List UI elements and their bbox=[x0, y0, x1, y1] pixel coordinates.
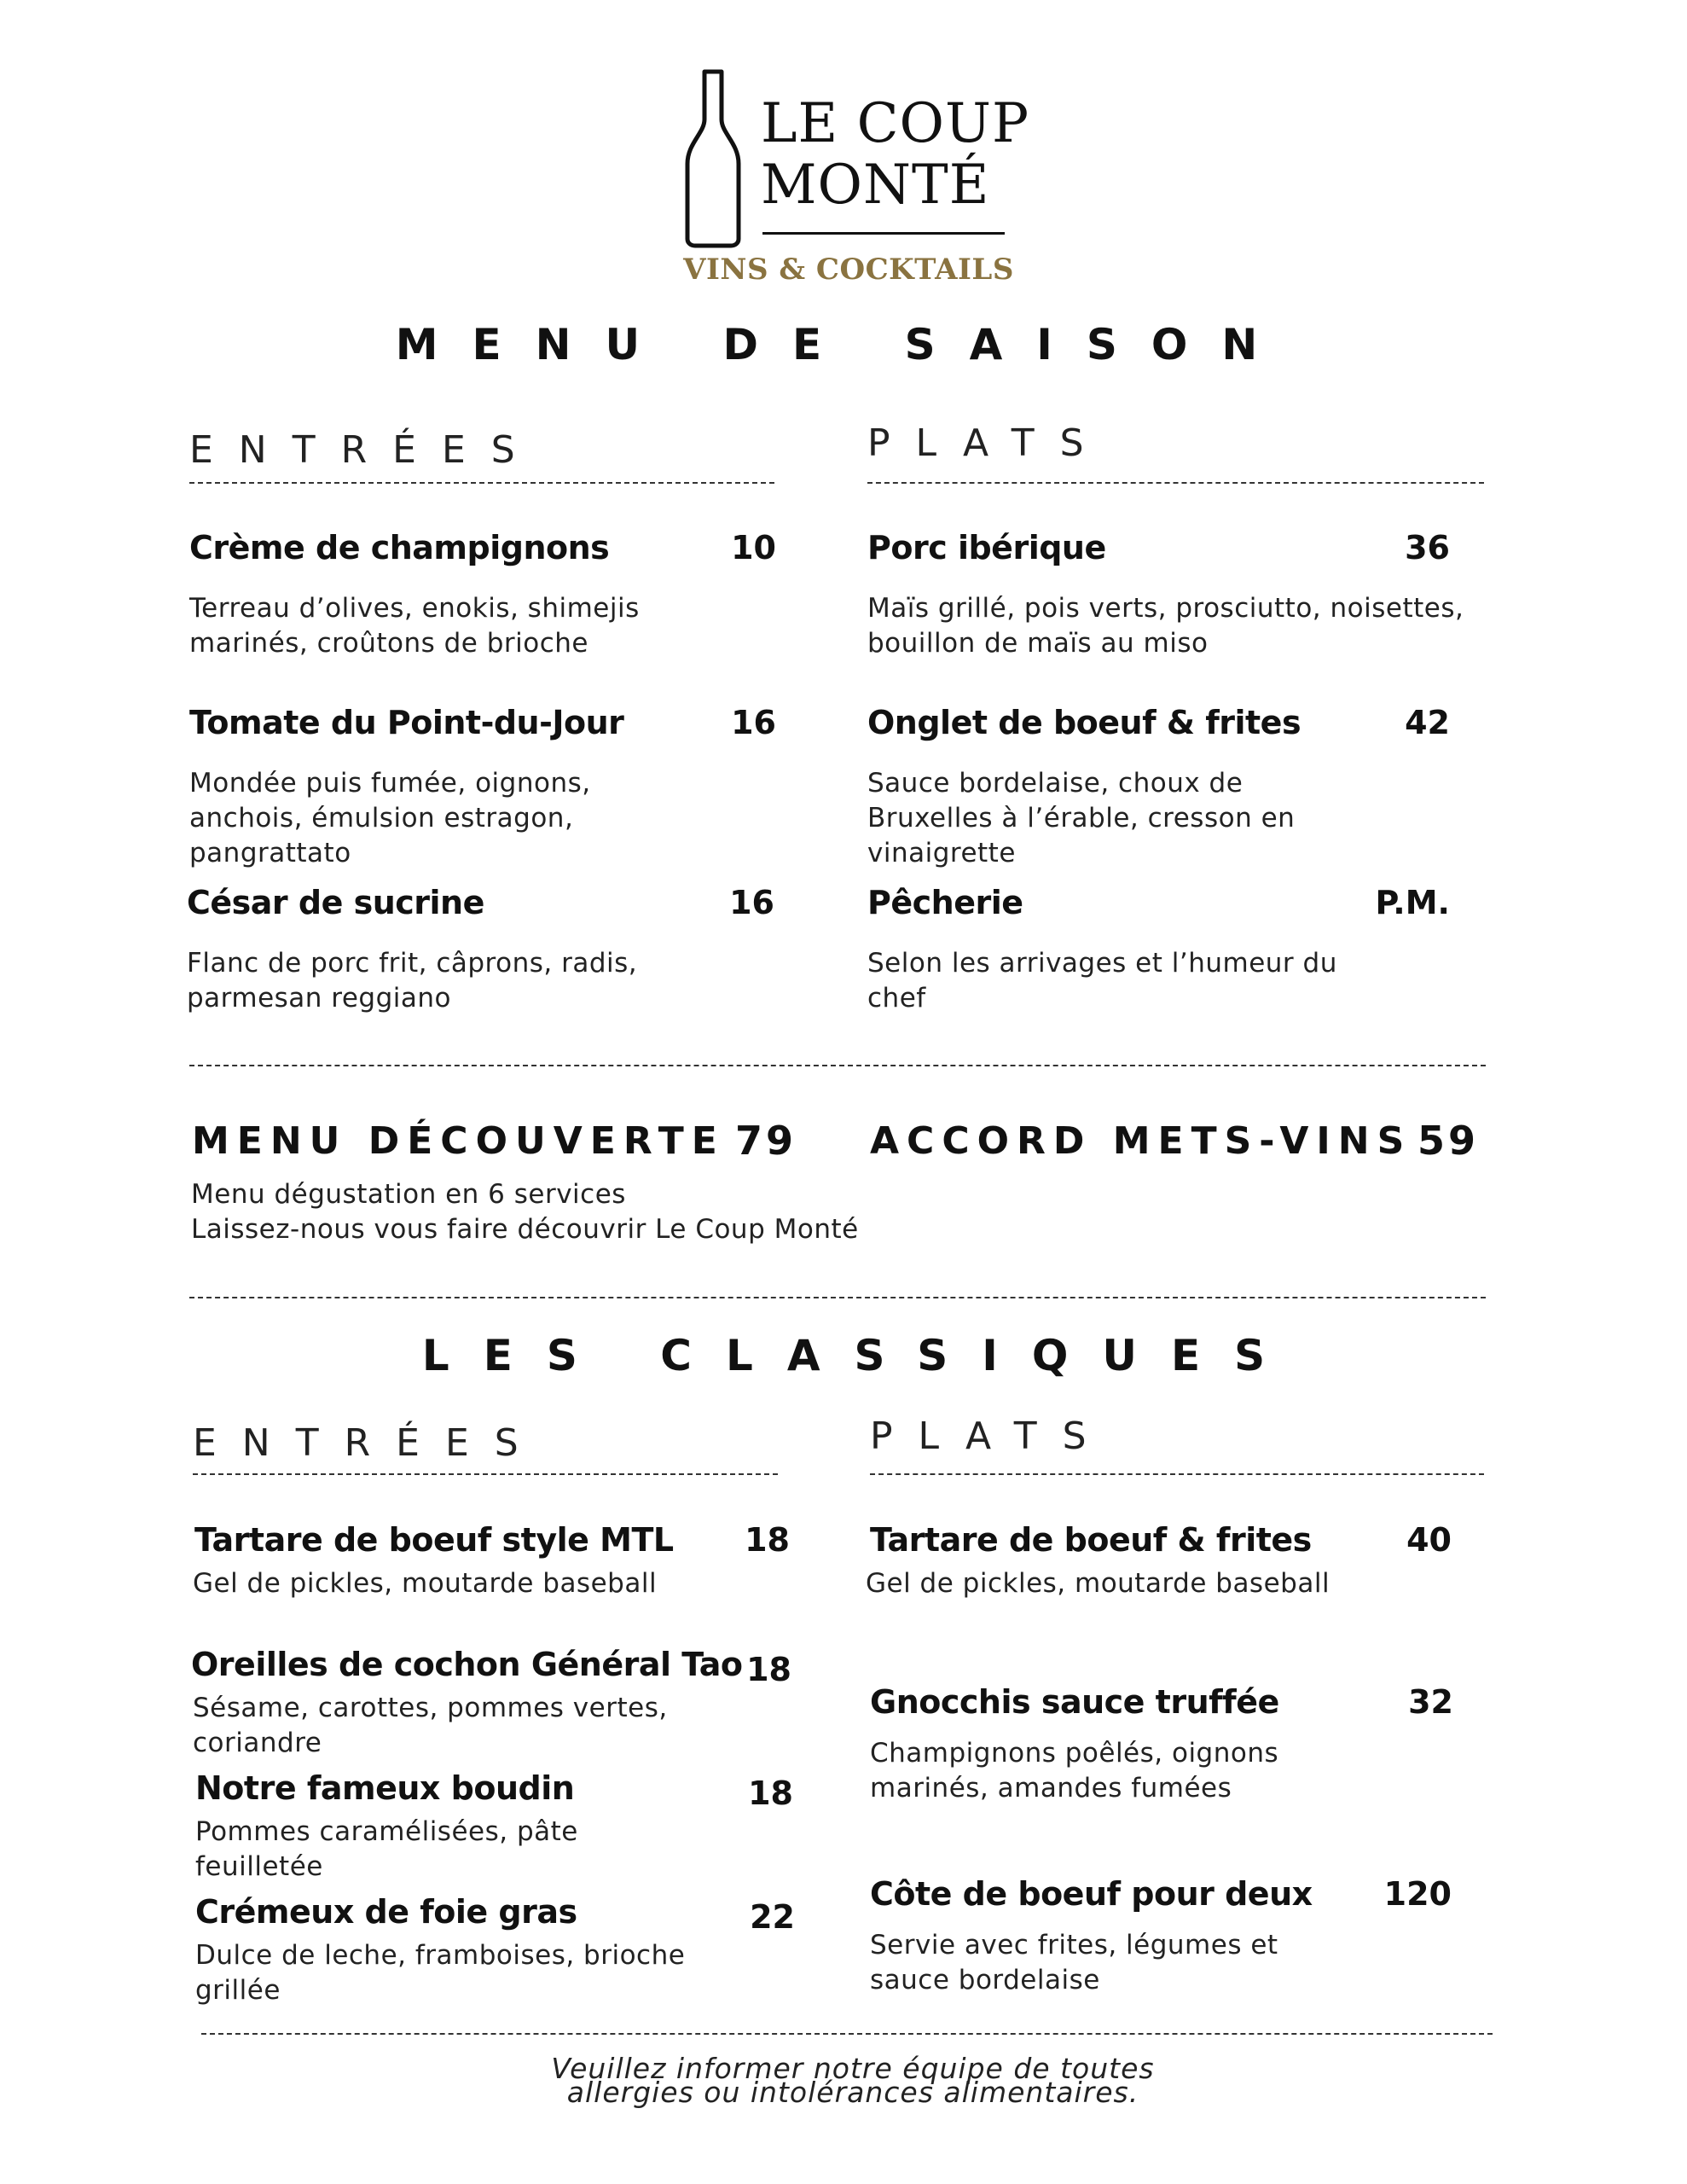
divider bbox=[189, 1065, 1486, 1066]
menu-item-description: Champignons poêlés, oignons marinés, amandes fumées bbox=[870, 1738, 1279, 1804]
menu-item-name: Tartare de boeuf style MTL bbox=[194, 1521, 674, 1559]
discovery-menu-price: 79 bbox=[735, 1118, 797, 1164]
menu-item-name: Crème de champignons bbox=[189, 529, 610, 566]
wine-pairing-price: 59 bbox=[1417, 1118, 1480, 1164]
menu-item-price: 42 bbox=[1405, 704, 1450, 741]
allergy-notice-line1: Veuillez informer notre équipe de toutes bbox=[551, 2052, 1155, 2085]
menu-item-price: 32 bbox=[1408, 1683, 1453, 1721]
menu-item-price: 10 bbox=[731, 529, 776, 566]
menu-item-name: Crémeux de foie gras bbox=[195, 1893, 577, 1931]
allergy-notice-line2: allergies ou intolérances alimentaires. bbox=[566, 2076, 1139, 2109]
menu-item-name: Pêcherie bbox=[867, 884, 1023, 921]
menu-item-description: Maïs grillé, pois verts, prosciutto, noisettes, bouillon de maïs au miso bbox=[867, 593, 1464, 659]
menu-item-description: Dulce de leche, framboises, brioche grillée bbox=[195, 1940, 686, 2006]
classics-menu-title: LES CLASSIQUES bbox=[421, 1331, 1300, 1380]
wine-pairing-title: ACCORD METS-VINS bbox=[870, 1119, 1412, 1163]
menu-item-name: Onglet de boeuf & frites bbox=[867, 704, 1301, 741]
divider bbox=[193, 1473, 778, 1475]
menu-item-description: Terreau d’olives, enokis, shimejis marinés, croûtons de brioche bbox=[189, 593, 640, 659]
menu-item-name: Côte de boeuf pour deux bbox=[870, 1875, 1313, 1913]
menu-item-price: 16 bbox=[729, 884, 774, 921]
divider bbox=[189, 1297, 1486, 1298]
menu-item-description: Flanc de porc frit, câprons, radis, parmesan reggiano bbox=[187, 948, 638, 1014]
menu-item-description: Sauce bordelaise, choux de Bruxelles à l’érable, cresson en vinaigrette bbox=[867, 768, 1296, 868]
discovery-menu-line2: Laissez-nous vous faire découvrir Le Coup Monté bbox=[191, 1214, 859, 1245]
menu-item-description: Gel de pickles, moutarde baseball bbox=[193, 1568, 658, 1599]
menu-item-description: Servie avec frites, légumes et sauce bordelaise bbox=[870, 1930, 1278, 1995]
menu-item-description: Gel de pickles, moutarde baseball bbox=[866, 1568, 1330, 1599]
menu-item-description: Selon les arrivages et l’humeur du chef bbox=[867, 948, 1337, 1014]
menu-item-price: 40 bbox=[1406, 1521, 1452, 1559]
divider bbox=[870, 1473, 1484, 1475]
classics-entrees-heading: ENTRÉES bbox=[193, 1421, 544, 1465]
menu-item-description: Sésame, carottes, pommes vertes, coriandre bbox=[193, 1693, 668, 1758]
logo-subtitle: VINS & COCKTAILS bbox=[683, 253, 1014, 287]
menu-item-description: Mondée puis fumée, oignons, anchois, émulsion estragon, pangrattato bbox=[189, 768, 591, 868]
menu-item-price: P.M. bbox=[1375, 884, 1450, 921]
wine-bottle-icon bbox=[682, 68, 744, 249]
menu-item-name: César de sucrine bbox=[187, 884, 484, 921]
menu-item-name: Tartare de boeuf & frites bbox=[870, 1521, 1312, 1559]
logo-text-line1: LE COUP bbox=[761, 92, 1029, 155]
seasonal-menu-title: MENU DE SAISON bbox=[395, 320, 1292, 369]
discovery-menu-line1: Menu dégustation en 6 services bbox=[191, 1179, 626, 1210]
menu-item-name: Oreilles de cochon Général Tao bbox=[191, 1646, 743, 1683]
menu-item-price: 36 bbox=[1405, 529, 1450, 566]
menu-item-name: Tomate du Point-du-Jour bbox=[189, 704, 624, 741]
menu-item-name: Porc ibérique bbox=[867, 529, 1106, 566]
divider bbox=[201, 2033, 1493, 2035]
logo-divider bbox=[762, 232, 1005, 235]
menu-item-price: 18 bbox=[745, 1521, 790, 1559]
menu-item-price: 18 bbox=[746, 1651, 791, 1688]
logo-text-line2: MONTÉ bbox=[761, 154, 990, 217]
menu-item-name: Notre fameux boudin bbox=[195, 1769, 575, 1807]
menu-item-name: Gnocchis sauce truffée bbox=[870, 1683, 1279, 1721]
classics-plats-heading: PLATS bbox=[870, 1414, 1112, 1458]
divider bbox=[189, 482, 774, 484]
divider bbox=[867, 482, 1484, 484]
seasonal-entrees-heading: ENTRÉES bbox=[189, 428, 541, 472]
menu-item-price: 120 bbox=[1383, 1875, 1452, 1913]
menu-item-price: 22 bbox=[750, 1898, 795, 1936]
discovery-menu-title: MENU DÉCOUVERTE bbox=[192, 1119, 725, 1163]
menu-item-price: 18 bbox=[748, 1774, 793, 1812]
menu-item-price: 16 bbox=[731, 704, 776, 741]
menu-item-description: Pommes caramélisées, pâte feuilletée bbox=[195, 1816, 578, 1882]
seasonal-plats-heading: PLATS bbox=[867, 421, 1110, 465]
